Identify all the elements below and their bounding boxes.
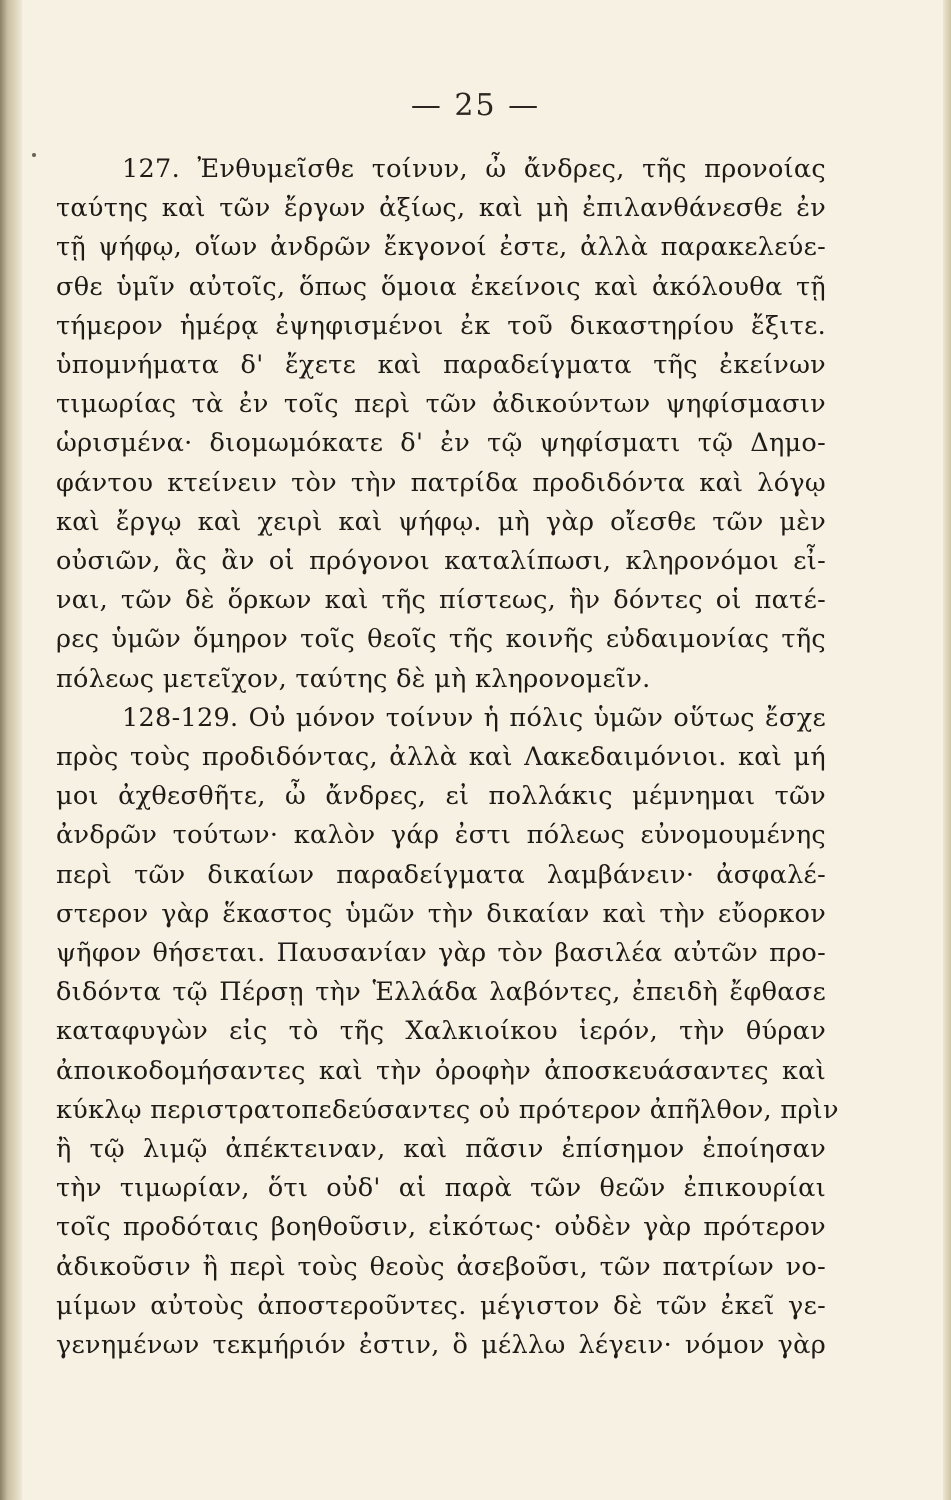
text-line: ἢ τῷ λιμῷ ἀπέκτειναν, καὶ πᾶσιν ἐπίσημον ἐποίησαν xyxy=(56,1134,826,1165)
text-line: ταύτης καὶ τῶν ἔργων ἀξίως, καὶ μὴ ἐπιλανθάνεσθε ἐν xyxy=(56,193,826,224)
text-line: ρες ὑμῶν ὅμηρον τοῖς θεοῖς τῆς κοινῆς εὐδαιμονίας τῆς xyxy=(56,624,826,655)
text-line: πόλεως μετεῖχον, ταύτης δὲ μὴ κληρονομεῖν. xyxy=(56,663,651,694)
body-text xyxy=(56,150,839,1365)
text-line: μοι ἀχθεσθῆτε, ὦ ἄνδρες, εἰ πολλάκις μέμνημαι τῶν xyxy=(56,781,826,812)
text-line: γενημένων τεκμήριόν ἐστιν, ὃ μέλλω λέγειν· νόμον γὰρ xyxy=(56,1330,826,1361)
text-line: φάντου κτείνειν τὸν τὴν πατρίδα προδιδόντα καὶ λόγῳ xyxy=(56,467,826,498)
text-line: 127. Ἐνθυμεῖσθε τοίνυν, ὦ ἄνδρες, τῆς προνοίας xyxy=(122,154,826,184)
text-line: ὡρισμένα· διομωμόκατε δ' ἐν τῷ ψηφίσματι τῷ Δημο- xyxy=(56,428,826,459)
text-line: τοῖς προδόταις βοηθοῦσιν, εἰκότως· οὐδὲν γὰρ πρότερον xyxy=(56,1212,826,1243)
binding-gutter xyxy=(0,0,22,1500)
text-line: ψῆφον θήσεται. Παυσανίαν γὰρ τὸν βασιλέα αὐτῶν προ- xyxy=(56,938,826,969)
text-line: πρὸς τοὺς προδιδόντας, ἀλλὰ καὶ Λακεδαιμόνιοι. καὶ μή xyxy=(56,742,826,773)
text-line: 128-129. Οὐ μόνον τοίνυν ἡ πόλις ὑμῶν οὕτως ἔσχε xyxy=(122,702,826,733)
text-line: τιμωρίας τὰ ἐν τοῖς περὶ τῶν ἀδικούντων ψηφίσμασιν xyxy=(56,389,826,420)
ink-speck xyxy=(32,153,36,157)
text-line: ἀδικοῦσιν ἢ περὶ τοὺς θεοὺς ἀσεβοῦσι, τῶν πατρίων νο- xyxy=(56,1251,826,1282)
text-line: ὑπομνήματα δ' ἔχετε καὶ παραδείγματα τῆς ἐκείνων xyxy=(56,350,826,381)
text-line: ναι, τῶν δὲ ὅρκων καὶ τῆς πίστεως, ἣν δόντες οἱ πατέ- xyxy=(56,585,826,616)
text-line: στερον γὰρ ἕκαστος ὑμῶν τὴν δικαίαν καὶ τὴν εὔορκον xyxy=(56,898,826,929)
page-edge xyxy=(943,0,951,1500)
text-line: σθε ὑμῖν αὐτοῖς, ὅπως ὅμοια ἐκείνοις καὶ ἀκόλουθα τῇ xyxy=(56,271,826,302)
text-line: καταφυγὼν εἰς τὸ τῆς Χαλκιοίκου ἱερόν, τὴν θύραν xyxy=(56,1016,826,1047)
text-line: ἀποικοδομήσαντες καὶ τὴν ὀροφὴν ἀποσκευάσαντες καὶ xyxy=(56,1055,826,1086)
page-number: — 25 — xyxy=(410,88,541,123)
text-line: κύκλῳ περιστρατοπεδεύσαντες οὐ πρότερον ἀπῆλθον, πρὶν xyxy=(56,1094,839,1125)
text-line: οὐσιῶν, ἃς ἂν οἱ πρόγονοι καταλίπωσι, κληρονόμοι εἶ- xyxy=(56,546,826,577)
text-line: μίμων αὐτοὺς ἀποστεροῦντες. μέγιστον δὲ τῶν ἐκεῖ γε- xyxy=(56,1290,826,1321)
text-line: τῇ ψήφῳ, οἵων ἀνδρῶν ἔκγονοί ἐστε, ἀλλὰ παρακελεύε- xyxy=(56,232,826,263)
text-line: διδόντα τῷ Πέρσῃ τὴν Ἑλλάδα λαβόντες, ἐπειδὴ ἔφθασε xyxy=(56,977,826,1008)
text-line: τήμερον ἡμέρᾳ ἐψηφισμένοι ἐκ τοῦ δικαστηρίου ἔξιτε. xyxy=(56,310,826,341)
text-line: τὴν τιμωρίαν, ὅτι οὐδ' αἱ παρὰ τῶν θεῶν ἐπικουρίαι xyxy=(56,1173,826,1204)
text-line: καὶ ἔργῳ καὶ χειρὶ καὶ ψήφῳ. μὴ γὰρ οἴεσθε τῶν μὲν xyxy=(56,506,826,537)
text-line: ἀνδρῶν τούτων· καλὸν γάρ ἐστι πόλεως εὐνομουμένης xyxy=(56,820,826,851)
text-line: περὶ τῶν δικαίων παραδείγματα λαμβάνειν· ἀσφαλέ- xyxy=(56,859,826,890)
